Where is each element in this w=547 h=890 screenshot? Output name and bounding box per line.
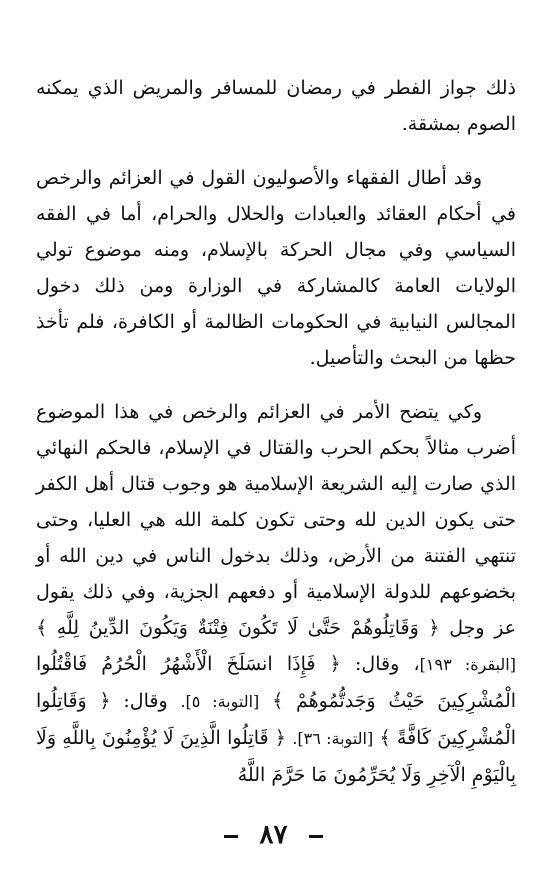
footer-dash-right: [309, 835, 323, 838]
connector-text-2: وقال:: [123, 690, 168, 712]
page-number: ٨٧: [259, 820, 288, 850]
quran-verse-2: ﴿ فَإِذَا انسَلَخَ الْأَشْهُرُ الْحُرُمُ فَاقْتُلُوا الْمُشْرِكِينَ حَيْثُ وَجَدتُّمُوهُمْ ﴾: [36, 653, 517, 712]
paragraph-3-text: وكي يتضح الأمر في العزائم والرخص في هذا الموضوع أضرب مثالاً بحكم الحرب والقتال في الإسلام، فالحكم النهائي الذي صارت إليه الشريعة الإسلامية هو وجوب قتال أهل الكفر حتى يكون الدين لله وحتى تكون كلمة الله هي العليا، وحتى تنتهي الفتنة من الأرض، وذلك بدخول الناس في دين الله أو بخضوعهم للدولة الإسلامية أو دفعهم الجزية، وفي ذلك يقول عز وجل: [36, 401, 517, 639]
quran-verse-3: ﴿ وَقَاتِلُوا الْمُشْرِكِينَ كَافَّةً ﴾: [36, 690, 516, 749]
page-body: [36, 70, 516, 793]
verse-reference-3: [التوبة: ٣٦].: [292, 729, 374, 748]
connector-text-1: ، وقال:: [355, 653, 420, 675]
verse-reference-2: [التوبة: ٥].: [180, 692, 260, 711]
quran-verse-1: ﴿ وَقَاتِلُوهُمْ حَتَّىٰ لَا تَكُونَ فِتْنَةٌ وَيَكُونَ الدِّينُ لِلَّهِ ﴾: [36, 617, 440, 639]
footer-dash-left: [224, 835, 238, 838]
paragraph-1: ذلك جواز الفطر في رمضان للمسافر والمريض الذي يمكنه الصوم بمشقة.: [36, 77, 516, 135]
paragraph-gap: [36, 142, 516, 160]
paragraph-3: [36, 394, 516, 793]
paragraph-gap: [36, 376, 516, 394]
quran-verse-4: ﴿ قَاتِلُوا الَّذِينَ لَا يُؤْمِنُونَ بِاللَّهِ وَلَا بِالْيَوْمِ الْآخِرِ وَلَا يُحَرِّمُونَ مَا حَرَّمَ اللَّهُ: [36, 727, 516, 786]
verse-reference-1: [البقرة: ١٩٣]: [419, 655, 516, 674]
paragraph-2: وقد أطال الفقهاء والأصوليون القول في العزائم والرخص في أحكام العقائد والعبادات والحلال والحرام، أما في الفقه السياسي وفي مجال الحركة بالإسلام، ومنه موضوع تولي الولايات العامة كالمشاركة في الوزارة ومن ذلك دخول المجالس النيابية في الحكومات الظالمة أو الكافرة، فلم تأخذ حظها من البحث والتأصيل.: [36, 167, 516, 369]
page-footer: [0, 820, 547, 850]
